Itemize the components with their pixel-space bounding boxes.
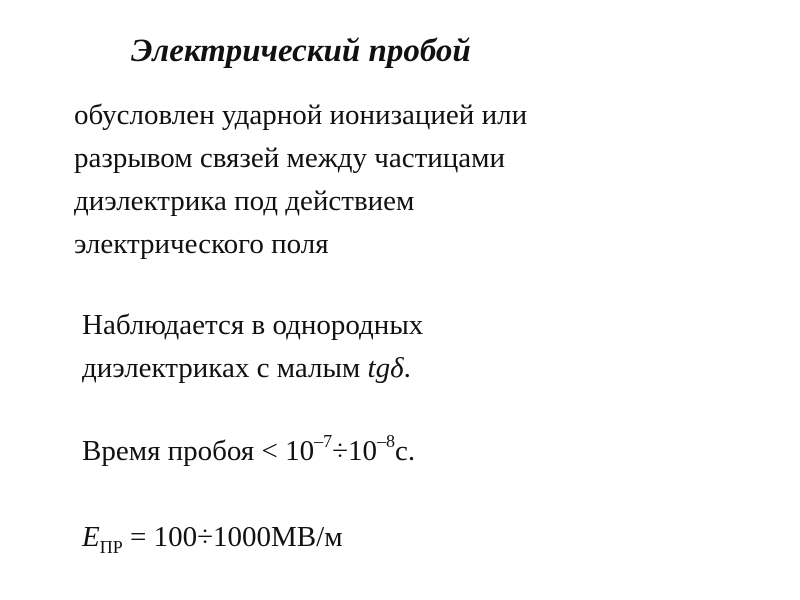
definition-line: диэлектрика под действием [74, 185, 415, 217]
definition-line: разрывом связей между частицами [74, 142, 506, 174]
definition-line: обусловлен ударной ионизацией или [74, 99, 528, 131]
loss-tangent-symbol: tgδ [367, 352, 404, 384]
breakdown-time-label: Время пробоя < 10 [82, 435, 315, 467]
breakdown-time [82, 430, 415, 473]
breakdown-time-unit: с. [395, 435, 416, 467]
field-strength-subscript: ПР [99, 536, 123, 557]
breakdown-time-separator: ÷10 [332, 435, 377, 467]
definition-text [74, 94, 527, 266]
observed-line-2 [82, 347, 423, 390]
breakdown-time-exponent-2: –8 [377, 431, 395, 452]
observed-line-1: Наблюдается в однородных [82, 309, 424, 341]
observed-note [82, 304, 423, 390]
breakdown-time-exponent-1: –7 [314, 431, 333, 452]
definition-line: электрического поля [74, 228, 329, 260]
slide-title: Электрический пробой [131, 33, 471, 69]
observed-line-2-text: диэлектриках с малым [82, 352, 368, 384]
observed-line-2-end: . [403, 352, 411, 384]
field-strength-value: = 100÷1000МВ/м [122, 521, 343, 553]
field-strength-symbol: E [82, 521, 100, 553]
field-strength [82, 516, 343, 559]
